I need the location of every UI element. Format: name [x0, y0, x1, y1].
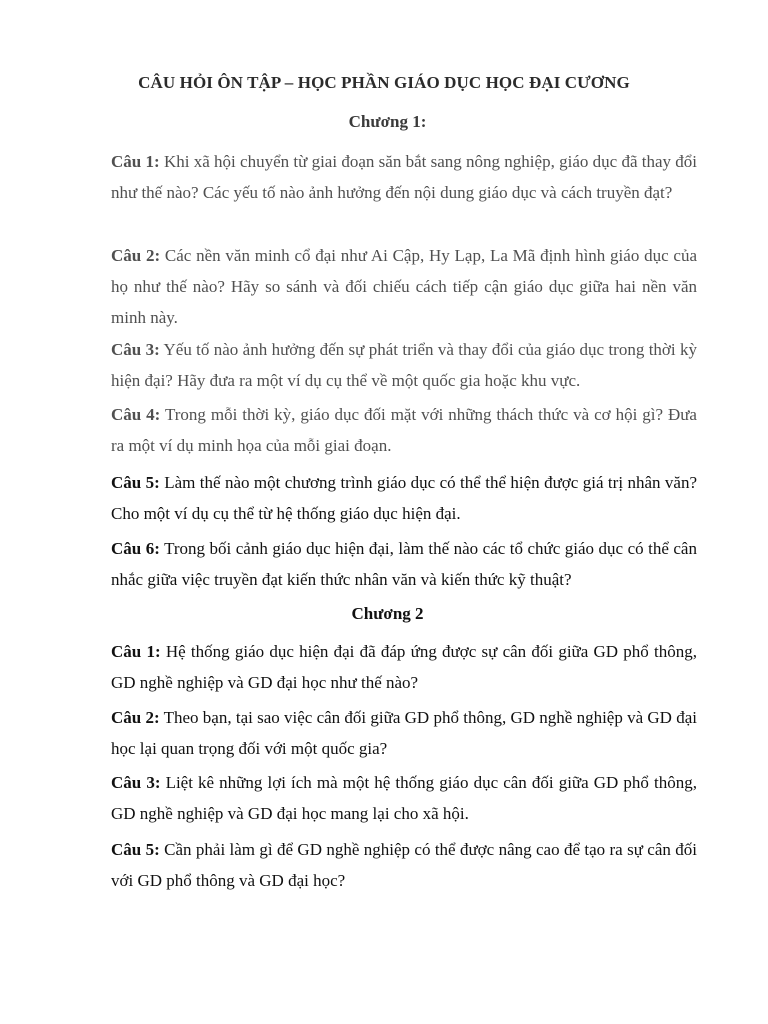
- question-label: Câu 4:: [111, 405, 161, 424]
- chapter-2-question-3: [111, 767, 697, 829]
- question-label: Câu 3:: [111, 773, 161, 792]
- question-text: Cần phải làm gì để GD nghề nghiệp có thể được nâng cao để tạo ra sự cân đối với GD phổ thông và GD đại học?: [111, 840, 697, 890]
- chapter-1-question-2: [111, 240, 697, 333]
- chapter-1-question-3: [111, 334, 697, 396]
- question-text: Các nền văn minh cổ đại như Ai Cập, Hy Lạp, La Mã định hình giáo dục của họ như thế nào? Hãy so sánh và đối chiếu cách tiếp cận giáo dục giữa hai nền văn minh này.: [111, 246, 697, 327]
- question-label: Câu 5:: [111, 840, 160, 859]
- question-label: Câu 2:: [111, 708, 160, 727]
- chapter-2-question-1: [111, 636, 697, 698]
- question-text: Theo bạn, tại sao việc cân đối giữa GD phổ thông, GD nghề nghiệp và GD đại học lại quan trọng đối với một quốc gia?: [111, 708, 697, 758]
- question-text: Làm thế nào một chương trình giáo dục có thể thể hiện được giá trị nhân văn? Cho một ví dụ cụ thể từ hệ thống giáo dục hiện đại.: [111, 473, 697, 523]
- question-text: Trong bối cảnh giáo dục hiện đại, làm thế nào các tổ chức giáo dục có thể cân nhắc giữa việc truyền đạt kiến thức nhân văn và kiến thức kỹ thuật?: [111, 539, 697, 589]
- question-label: Câu 6:: [111, 539, 160, 558]
- chapter-2-question-2: [111, 702, 697, 764]
- chapter-2-heading: Chương 2: [351, 604, 424, 623]
- chapter-1-question-6: [111, 533, 697, 595]
- question-label: Câu 2:: [111, 246, 161, 265]
- chapter-2-question-5: [111, 834, 697, 896]
- question-label: Câu 1:: [111, 152, 160, 171]
- question-text: Trong mỗi thời kỳ, giáo dục đối mặt với những thách thức và cơ hội gì? Đưa ra một ví dụ minh họa của mỗi giai đoạn.: [111, 405, 697, 455]
- question-text: Khi xã hội chuyển từ giai đoạn săn bắt sang nông nghiệp, giáo dục đã thay đổi như thế nào? Các yếu tố nào ảnh hưởng đến nội dung giáo dục và cách truyền đạt?: [111, 152, 698, 202]
- question-label: Câu 3:: [111, 340, 160, 359]
- question-text: Yếu tố nào ảnh hưởng đến sự phát triển và thay đổi của giáo dục trong thời kỳ hiện đại? Hãy đưa ra một ví dụ cụ thể về một quốc gia hoặc khu vực.: [111, 340, 697, 390]
- question-text: Liệt kê những lợi ích mà một hệ thống giáo dục cân đối giữa GD phổ thông, GD nghề nghiệp và GD đại học mang lại cho xã hội.: [111, 773, 697, 823]
- chapter-1-heading: Chương 1:: [348, 112, 427, 131]
- chapter-1-question-5: [111, 467, 697, 529]
- document-title: CÂU HỎI ÔN TẬP – HỌC PHẦN GIÁO DỤC HỌC ĐẠI CƯƠNG: [138, 73, 630, 92]
- chapter-1-question-1: [111, 146, 697, 208]
- chapter-1-question-4: [111, 399, 697, 461]
- question-label: Câu 5:: [111, 473, 160, 492]
- question-text: Hệ thống giáo dục hiện đại đã đáp ứng được sự cân đối giữa GD phổ thông, GD nghề nghiệp và GD đại học như thế nào?: [111, 642, 698, 692]
- question-label: Câu 1:: [111, 642, 161, 661]
